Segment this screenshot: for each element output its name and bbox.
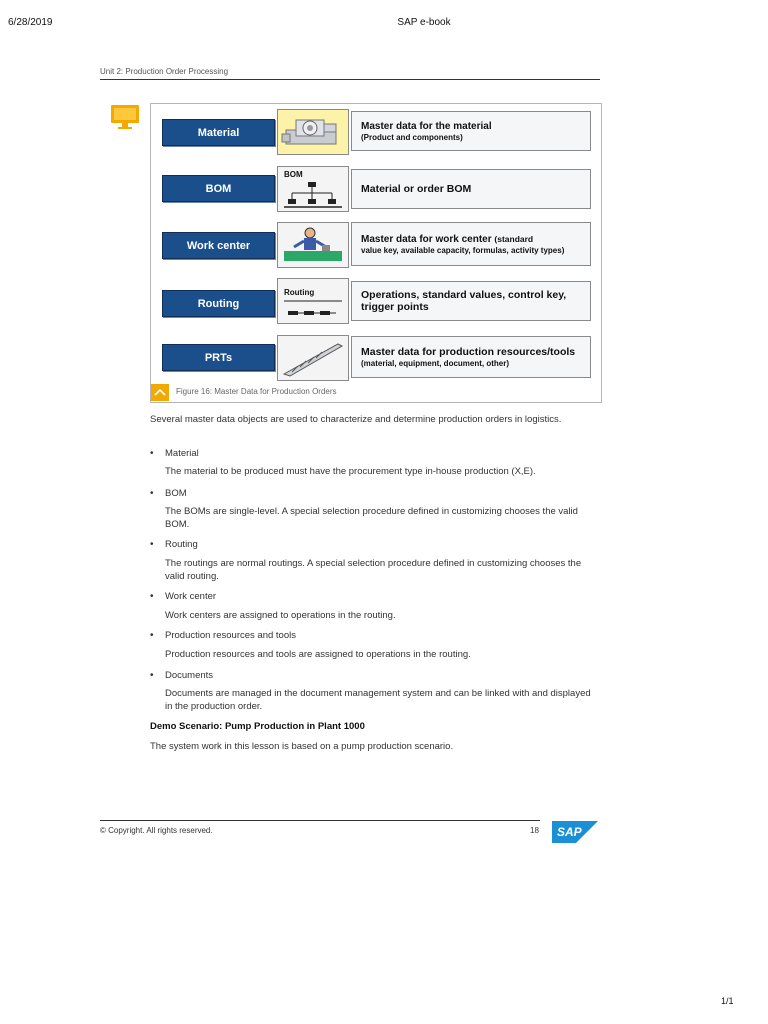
material-desc-sub: (Product and components): [361, 132, 463, 142]
work-center-desc-main: [361, 234, 581, 245]
bom-desc-main: Material or order BOM: [361, 183, 472, 195]
prts-desc-main: Master data for production resources/tools: [361, 346, 576, 358]
sap-logo: [552, 821, 598, 843]
sap-logo-text: SAP: [557, 825, 582, 839]
material-description: [351, 111, 591, 151]
work-center-desc-suffix: (standard: [494, 233, 534, 244]
routing-icon-text: Routing: [284, 288, 315, 297]
bullet-dot: •: [150, 448, 154, 459]
prts-desc-sub: (material, equipment, document, other): [361, 359, 510, 368]
bullet-label-prt: Production resources and tools: [165, 630, 296, 641]
bullet-dot: •: [150, 670, 154, 681]
work-center-description: [351, 222, 591, 266]
routing-description: [351, 281, 591, 321]
bullet-label-material: Material: [165, 448, 199, 459]
routing-document-icon: [277, 278, 349, 324]
bullet-label-routing: Routing: [165, 539, 198, 550]
figure-row-routing: [151, 278, 601, 324]
work-center-label: Work center: [162, 232, 275, 259]
bom-document-icon: [277, 166, 349, 212]
bullet-desc-material: The material to be produced must have the procurement type in-house production (X,E).: [165, 466, 536, 477]
unit-title: Unit 2: Production Order Processing: [100, 67, 229, 76]
bullet-dot: •: [150, 539, 154, 550]
intro-paragraph: Several master data objects are used to characterize and determine production orders in logistics.: [150, 414, 562, 425]
figure-row-work-center: [151, 222, 601, 268]
bullet-label-documents: Documents: [165, 670, 214, 681]
pump-casting-icon: [277, 109, 349, 155]
print-title: SAP e-book: [397, 17, 451, 28]
demo-scenario-text: The system work in this lesson is based on a pump production scenario.: [150, 741, 454, 752]
routing-desc-main: Operations, standard values, control key, trigger points: [361, 289, 567, 313]
copyright: © Copyright. All rights reserved.: [100, 826, 213, 835]
figure-row-bom: [151, 166, 601, 212]
bom-description: [351, 169, 591, 209]
page-counter: 1/1: [721, 996, 734, 1006]
footer-divider: [100, 820, 540, 821]
figure: [150, 103, 602, 403]
drill-bit-icon: [277, 335, 349, 381]
bullet-desc-work-center: Work centers are assigned to operations in the routing.: [165, 610, 396, 621]
bullet-label-work-center: Work center: [165, 591, 217, 602]
figure-caption: Figure 16: Master Data for Production Orders: [176, 387, 337, 396]
bom-icon-text: BOM: [284, 170, 303, 179]
bullet-label-bom: BOM: [165, 488, 187, 499]
routing-label: Routing: [162, 290, 275, 317]
header-divider: [100, 79, 600, 80]
bullet-desc-routing: The routings are normal routings. A special selection procedure defined in customizing chooses the valid routing.: [165, 558, 582, 582]
figure-row-material: [151, 108, 601, 154]
bullet-dot: •: [150, 630, 154, 641]
page-number: 18: [530, 826, 539, 835]
print-date: 6/28/2019: [8, 17, 53, 28]
monitor-icon: [110, 104, 140, 130]
material-label: Material: [162, 119, 275, 146]
figure-row-prts: [151, 335, 601, 381]
bom-label: BOM: [162, 175, 275, 202]
worker-icon: [277, 222, 349, 268]
bullet-dot: •: [150, 488, 154, 499]
work-center-desc-bold: Master data for work center: [361, 233, 492, 245]
prts-description: [351, 336, 591, 378]
bullet-desc-bom: The BOMs are single-level. A special selection procedure defined in customizing chooses the valid BOM.: [165, 506, 578, 530]
work-center-desc-sub: value key, available capacity, formulas, activity types): [361, 245, 565, 255]
collapse-chevron-icon[interactable]: [151, 384, 169, 401]
demo-scenario-heading: Demo Scenario: Pump Production in Plant 1000: [150, 721, 365, 732]
bullet-dot: •: [150, 591, 154, 602]
material-desc-main: Master data for the material: [361, 120, 492, 132]
prts-label: PRTs: [162, 344, 275, 371]
bullet-desc-documents: Documents are managed in the document management system and can be linked with and displayed in the production order.: [165, 688, 591, 712]
figure-caption-bar: [151, 384, 601, 402]
bullet-desc-prt: Production resources and tools are assigned to operations in the routing.: [165, 649, 471, 660]
